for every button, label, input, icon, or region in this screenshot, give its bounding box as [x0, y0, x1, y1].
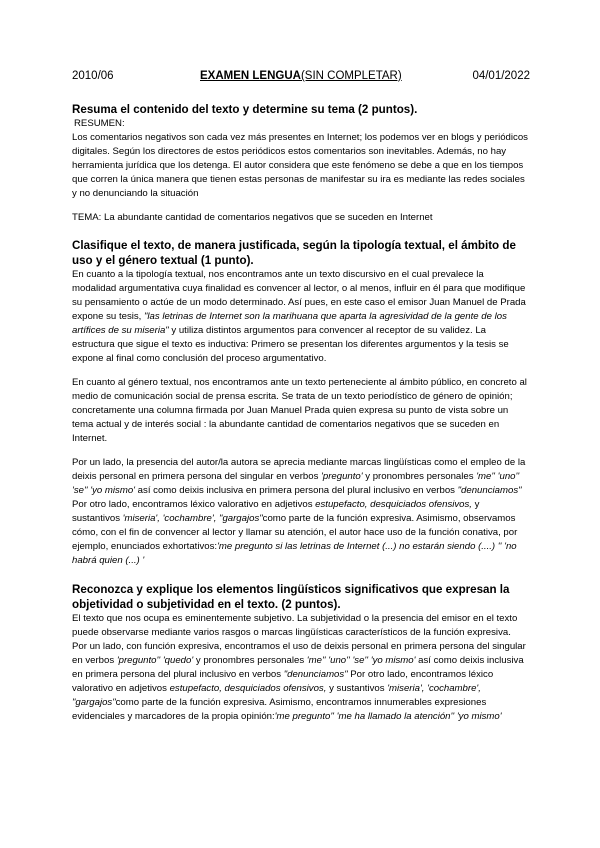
resumen-label: RESUMEN:: [74, 118, 125, 129]
header-title-rest: (SIN COMPLETAR): [300, 70, 402, 82]
tema-text: TEMA: La abundante cantidad de comentarios negativos que se suceden en Internet: [72, 212, 433, 223]
section2-paragraph-2: En cuanto al género textual, nos encontramos ante un texto perteneciente al ámbito público, en concreto al medio de comunicación social de prensa escrita. Se trata de un texto periodístico de género de opinión; concretamente una columna firmada por Juan Manuel Prada quien expresa su punto de vista sobre un tema actual y de interés social : la abundante cantidad de comentarios negativos que se suceden en Internet.: [72, 377, 527, 444]
section2-paragraph-1: En cuanto a la tipología textual, nos encontramos ante un texto discursivo en el cual prevalece la modalidad argumentativa cuya finalidad es convencer al lector, o al menos, influir en él para que modifique su pensamiento o actúe de un modo determinado. Así pues, en este caso el emisor Juan Manuel de Prada expone su tesis, "las letrinas de Internet son la marihuana que aparta la agresividad de la gente de los artífices de su miseria" y utiliza distintos argumentos para convencer al receptor de su validez. La estructura que sigue el texto es inductiva: Primero se presentan los diferentes argumentos y la tesis se expone al final como conclusión del proceso argumentativo.: [72, 269, 526, 364]
section1-title: Resuma el contenido del texto y determine su tema (2 puntos).: [72, 103, 418, 116]
section3-paragraph-1: El texto que nos ocupa es eminentemente subjetivo. La subjetividad o la presencia del emisor en el texto puede observarse mediante varios rasgos o marcas lingüísticas característicos de la función expresiva.: [72, 613, 518, 638]
document-header: [72, 70, 530, 84]
header-title: [200, 70, 402, 82]
section2-paragraph-3: Por un lado, la presencia del autor/la autora se aprecia mediante marcas lingüísticas como el empleo de la deixis personal en primera persona del singular en verbos 'pregunto' y pronombres personales 'me'' 'uno'' 'se'' 'yo mismo' así como deixis inclusiva en primera persona del plural inclusivo en verbos "denunciamos" Por otro lado, encontramos léxico valorativo en adjetivos estupefacto, desquiciados ofensivos, y sustantivos 'miseria', 'cochambre', "gargajos"como parte de la función expresiva. Asimismo, observamos cómo, con el fin de convencer al lector y llamar su atención, el autor hace uso de la función conativa, por ejemplo, enunciados exhortativos:'me pregunto si las letrinas de Internet (...) no estarán siendo (....) '' 'no habrá quien (...) ': [72, 457, 526, 566]
header-date: 04/01/2022: [472, 70, 530, 82]
section2-title: Clasifique el texto, de manera justificada, según la tipología textual, el ámbito de uso y el género textual (1 punto).: [72, 239, 516, 267]
thesis-quote: "las letrinas de Internet son la marihuana que aparta la agresividad de la gente de los artífices de su miseria": [72, 311, 507, 336]
section3-paragraph-2: Por un lado, con función expresiva, encontramos el uso de deixis personal en primera persona del singular en verbos 'pregunto'' 'quedo' y pronombres personales 'me'' 'uno'' 'se'' 'yo mismo' así como deixis inclusiva en primera persona del plural inclusivo en verbos "denunciamos" Por otro lado, encontramos léxico valorativo en adjetivos estupefacto, desquiciados ofensivos, y sustantivos 'miseria', 'cochambre', "gargajos"como parte de la función expresiva. Asimismo, encontramos innumerables expresiones evidenciales y marcadores de la propia opinión:'me pregunto'' 'me ha llamado la atención'' 'yo mismo': [72, 641, 526, 722]
document-page: [72, 70, 530, 724]
header-title-bold: EXAMEN LENGUA: [200, 70, 301, 82]
header-code: 2010/06: [72, 70, 114, 82]
section3-title: Reconozca y explique los elementos lingüísticos significativos que expresan la objetividad o subjetividad en el texto. (2 puntos).: [72, 583, 510, 611]
resumen-text: Los comentarios negativos son cada vez más presentes en Internet; los podemos ver en blogs y periódicos digitales. Según los directores de estos periódicos estos comentarios son inevitables. Además, no hay herramienta jurídica que los detenga. El autor considera que este fenómeno se debe a que en los tiempos que corren la única manera que tienen estas personas de manifestar su ira es mediante las redes sociales y no denunciando la situación: [72, 132, 528, 199]
